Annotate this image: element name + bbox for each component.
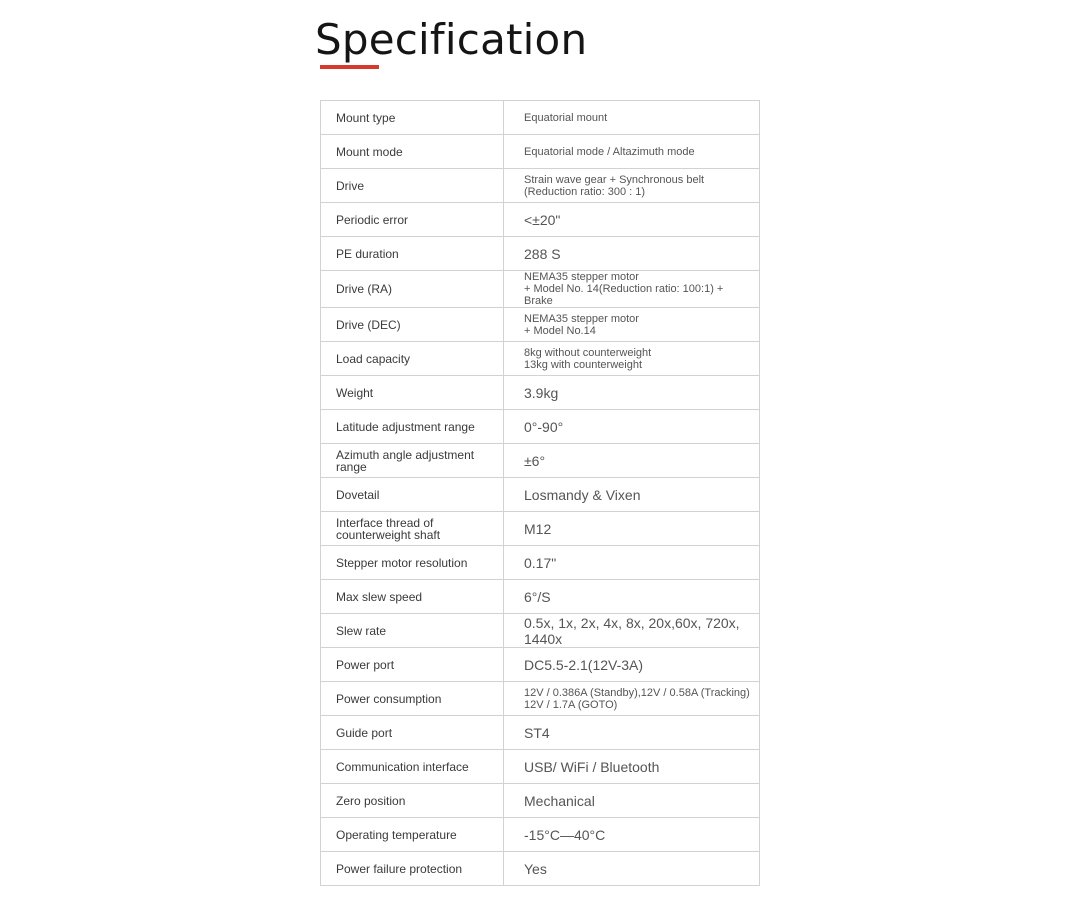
table-row xyxy=(321,169,760,203)
spec-value: NEMA35 stepper motor + Model No. 14(Reduction ratio: 100:1) + Brake xyxy=(504,271,760,308)
table-row xyxy=(321,852,760,886)
table-row xyxy=(321,546,760,580)
table-row xyxy=(321,376,760,410)
spec-label: Load capacity xyxy=(321,342,504,376)
spec-value: ±6° xyxy=(504,444,760,478)
spec-table-body xyxy=(321,101,760,886)
spec-value: 0.5x, 1x, 2x, 4x, 8x, 20x,60x, 720x, 1440x xyxy=(504,614,760,648)
table-row xyxy=(321,784,760,818)
spec-value: Strain wave gear + Synchronous belt (Reduction ratio: 300 : 1) xyxy=(504,169,760,203)
spec-value: 288 S xyxy=(504,237,760,271)
table-row xyxy=(321,818,760,852)
spec-label: Periodic error xyxy=(321,203,504,237)
spec-label: PE duration xyxy=(321,237,504,271)
spec-value: 12V / 0.386A (Standby),12V / 0.58A (Tracking) 12V / 1.7A (GOTO) xyxy=(504,682,760,716)
page-title: Specification xyxy=(315,15,588,64)
spec-label: Max slew speed xyxy=(321,580,504,614)
table-row xyxy=(321,750,760,784)
spec-value: USB/ WiFi / Bluetooth xyxy=(504,750,760,784)
spec-table xyxy=(320,100,760,886)
spec-label: Latitude adjustment range xyxy=(321,410,504,444)
spec-label: Mount type xyxy=(321,101,504,135)
spec-label: Weight xyxy=(321,376,504,410)
spec-value: 8kg without counterweight 13kg with counterweight xyxy=(504,342,760,376)
spec-label: Interface thread of counterweight shaft xyxy=(321,512,504,546)
table-row xyxy=(321,648,760,682)
spec-label: Azimuth angle adjustment range xyxy=(321,444,504,478)
spec-value: -15°C—40°C xyxy=(504,818,760,852)
spec-label: Slew rate xyxy=(321,614,504,648)
table-row xyxy=(321,682,760,716)
table-row xyxy=(321,342,760,376)
spec-value: 6°/S xyxy=(504,580,760,614)
spec-label: Mount mode xyxy=(321,135,504,169)
table-row xyxy=(321,101,760,135)
title-underline xyxy=(320,65,379,69)
spec-label: Stepper motor resolution xyxy=(321,546,504,580)
spec-label: Zero position xyxy=(321,784,504,818)
spec-label: Drive (DEC) xyxy=(321,308,504,342)
table-row xyxy=(321,135,760,169)
spec-value: NEMA35 stepper motor + Model No.14 xyxy=(504,308,760,342)
spec-label: Power consumption xyxy=(321,682,504,716)
table-row xyxy=(321,410,760,444)
spec-value: 0.17" xyxy=(504,546,760,580)
table-row xyxy=(321,716,760,750)
spec-label: Guide port xyxy=(321,716,504,750)
spec-label: Operating temperature xyxy=(321,818,504,852)
table-row xyxy=(321,308,760,342)
table-row xyxy=(321,614,760,648)
spec-value: DC5.5-2.1(12V-3A) xyxy=(504,648,760,682)
spec-value: M12 xyxy=(504,512,760,546)
table-row xyxy=(321,478,760,512)
table-row xyxy=(321,203,760,237)
spec-label: Dovetail xyxy=(321,478,504,512)
spec-value: Mechanical xyxy=(504,784,760,818)
spec-value: ST4 xyxy=(504,716,760,750)
spec-value: Equatorial mode / Altazimuth mode xyxy=(504,135,760,169)
table-row xyxy=(321,444,760,478)
table-row xyxy=(321,271,760,308)
table-row xyxy=(321,512,760,546)
spec-value: Yes xyxy=(504,852,760,886)
spec-label: Power port xyxy=(321,648,504,682)
spec-value: Equatorial mount xyxy=(504,101,760,135)
spec-value: <±20" xyxy=(504,203,760,237)
spec-value: Losmandy & Vixen xyxy=(504,478,760,512)
spec-value: 3.9kg xyxy=(504,376,760,410)
spec-label: Drive (RA) xyxy=(321,271,504,308)
spec-label: Communication interface xyxy=(321,750,504,784)
table-row xyxy=(321,237,760,271)
table-row xyxy=(321,580,760,614)
spec-label: Drive xyxy=(321,169,504,203)
spec-value: 0°-90° xyxy=(504,410,760,444)
spec-label: Power failure protection xyxy=(321,852,504,886)
